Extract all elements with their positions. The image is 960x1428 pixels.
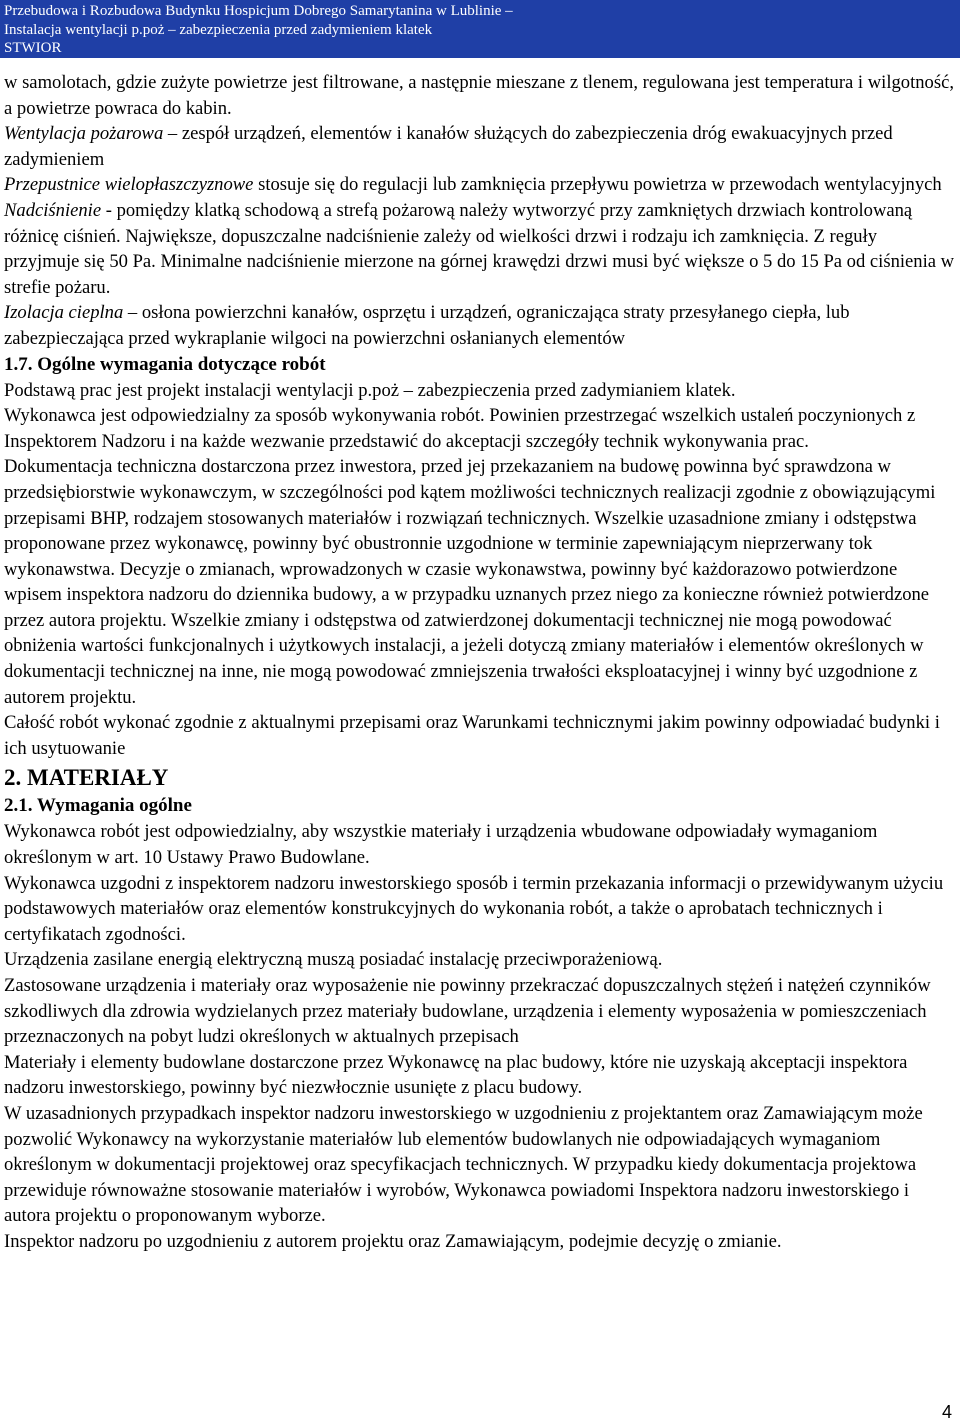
paragraph-usuniecie-materialow: Materiały i elementy budowlane dostarczone przez Wykonawcę na plac budowy, które nie uzyskają akceptacji inspektora nadzoru inwestorskiego, powinny być niezwłocznie usunięte z placu budowy. bbox=[4, 1051, 908, 1099]
paragraph-podstawa-prac: Podstawą prac jest projekt instalacji wentylacji p.poż – zabezpieczenia przed zadymianiem klatek. bbox=[4, 379, 736, 401]
definition-przepustnice bbox=[4, 172, 956, 198]
document-body bbox=[4, 70, 956, 1255]
section-heading-2: 2. MATERIAŁY bbox=[4, 765, 169, 791]
paragraph-materialy-art10: Wykonawca robót jest odpowiedzialny, aby wszystkie materiały i urządzenia wbudowane odpowiadały wymaganiom określonym w art. 10 Ustawy Prawo Budowlane. bbox=[4, 821, 878, 869]
section-heading-2-1: 2.1. Wymagania ogólne bbox=[4, 795, 192, 817]
definition-text: – osłona powierzchni kanałów, osprzętu i urządzeń, ograniczająca straty przesyłanego ciepła, lub zabezpieczająca przed wykraplanie wilgoci na powierzchni osłanianych elementów bbox=[4, 302, 850, 349]
definition-izolacja-cieplna bbox=[4, 300, 956, 351]
definition-nadcisnienie bbox=[4, 198, 956, 300]
header-line-installation: Instalacja wentylacji p.poż – zabezpieczenia przed zadymieniem klatek bbox=[4, 21, 433, 38]
definition-wentylacja-pozarowa bbox=[4, 121, 956, 172]
paragraph-dokumentacja-techniczna: Dokumentacja techniczna dostarczona przez inwestora, przed jej przekazaniem na budowę powinna być sprawdzona w przedsiębiorstwie wykonawczym, w szczególności pod kątem możliwości technicznych realizacji zgodnie z obowiązującymi przepisami BHP, rodzajem stosowanych materiałów i rozwiązań technicznych. Wszelkie uzasadnione zmiany i odstępstwa proponowane przez wykonawcę, powinny być obustronnie uzgodnione w terminie zapewniającym nieprzerwany tok wykonawstwa. Decyzje o zmianach, wprowadzonych w czasie wykonawstwa, powinny być każdorazowo potwierdzone wpisem inspektora nadzoru do dziennika budowy, a w przypadku uznanych przez niego za konieczne również potwierdzone przez autora projektu. Wszelkie zmiany i odstępstwa od zatwierdzonej dokumentacji technicznej nie mogą powodować obniżenia wartości funkcjonalnych i użytkowych instalacji, a jeżeli dotyczą zmiany materiałów i elementów określonych w dokumentacji technicznej na inne, nie mogą powodować zmniejszenia trwałości eksploatacyjnej i winny być uzgodnione z autorem projektu. bbox=[4, 456, 936, 708]
section-heading-1-7: 1.7. Ogólne wymagania dotyczące robót bbox=[4, 353, 326, 375]
term-nadcisnienie: Nadciśnienie bbox=[4, 199, 102, 221]
definition-text: - pomiędzy klatką schodową a strefą pożarową należy wytworzyć przy zamkniętych drzwiach kontrolowaną różnicę ciśnień. Największe, dopuszczalne nadciśnienie zależy od wielkości drzwi i rodzaju ich zamknięcia. Z reguły przyjmuje się 50 Pa. Minimalne nadciśnienie mierzone na górnej krawędzi drzwi musi być większe o 5 do 15 Pa od ciśnienia w strefie pożaru. bbox=[4, 199, 955, 298]
term-przepustnice: Przepustnice wielopłaszczyznowe bbox=[4, 174, 254, 196]
paragraph-decyzja-o-zmianie: Inspektor nadzoru po uzgodnieniu z autorem projektu oraz Zamawiającym, podejmie decyzję o zmianie. bbox=[4, 1230, 782, 1252]
document-header bbox=[0, 0, 960, 58]
paragraph-uzasadnione-przypadki: W uzasadnionych przypadkach inspektor nadzoru inwestorskiego w uzgodnieniu z projektantem oraz Zamawiającym może pozwolić Wykonawcy na wykorzystanie materiałów lub elementów budowlanych nie odpowiadających wymaganiom określonym w dokumentacji projektowej oraz specyfikacjach technicznych. W przypadku kiedy dokumentacja projektowa przewiduje równoważne stosowanie materiałów i wyrobów, Wykonawca powiadomi Inspektora nadzoru inwestorskiego i autora projektu o proponowanym wyborze. bbox=[4, 1102, 923, 1227]
definition-text: – zespół urządzeń, elementów i kanałów służących do zabezpieczenia dróg ewakuacyjnych przed zadymieniem bbox=[4, 123, 893, 170]
paragraph-calosc-robot: Całość robót wykonać zgodnie z aktualnymi przepisami oraz Warunkami technicznymi jakim powinny odpowiadać budynki i ich usytuowanie bbox=[4, 712, 940, 759]
header-line-project: Przebudowa i Rozbudowa Budynku Hospicjum Dobrego Samarytanina w Lublinie – bbox=[4, 3, 513, 19]
paragraph-uzgodnienie-informacji: Wykonawca uzgodni z inspektorem nadzoru inwestorskiego sposób i termin przekazania informacji o przewidywanym użyciu podstawowych materiałów oraz elementów konstrukcyjnych do wykonania robót, a także o aprobatach technicznych i certyfikatach zgodności. bbox=[4, 872, 944, 945]
paragraph-wykonawca-odpowiedzialny: Wykonawca jest odpowiedzialny za sposób wykonywania robót. Powinien przestrzegać wszelkich ustaleń poczynionych z Inspektorem Nadzoru i na każde wezwanie przedstawić do akceptacji szczegóły technik wykonywania prac. bbox=[4, 405, 916, 452]
paragraph-instalacja-przeciwporazeniowa: Urządzenia zasilane energią elektryczną muszą posiadać instalację przeciwporażeniową. bbox=[4, 949, 663, 971]
paragraph-stezenia: Zastosowane urządzenia i materiały oraz wyposażenie nie powinny przekraczać dopuszczalnych stężeń i natężeń czynników szkodliwych dla zdrowia wydzielanych przez materiały budowlane, urządzenia i elementy wyposażenia w pomieszczeniach przeznaczonych na pobyt ludzi określonych w aktualnych przepisach bbox=[4, 975, 931, 1048]
header-line-code: STWIOR bbox=[4, 40, 62, 56]
term-wentylacja-pozarowa: Wentylacja pożarowa bbox=[4, 123, 164, 145]
definition-text: stosuje się do regulacji lub zamknięcia przepływu powietrza w przewodach wentylacyjnych bbox=[253, 174, 942, 196]
term-izolacja-cieplna: Izolacja cieplna bbox=[4, 302, 124, 324]
page-number: 4 bbox=[941, 1402, 952, 1422]
paragraph-kabin: w samolotach, gdzie zużyte powietrze jest filtrowane, a następnie mieszane z tlenem, regulowana jest temperatura i wilgotność, a powietrze powraca do kabin. bbox=[4, 72, 954, 119]
